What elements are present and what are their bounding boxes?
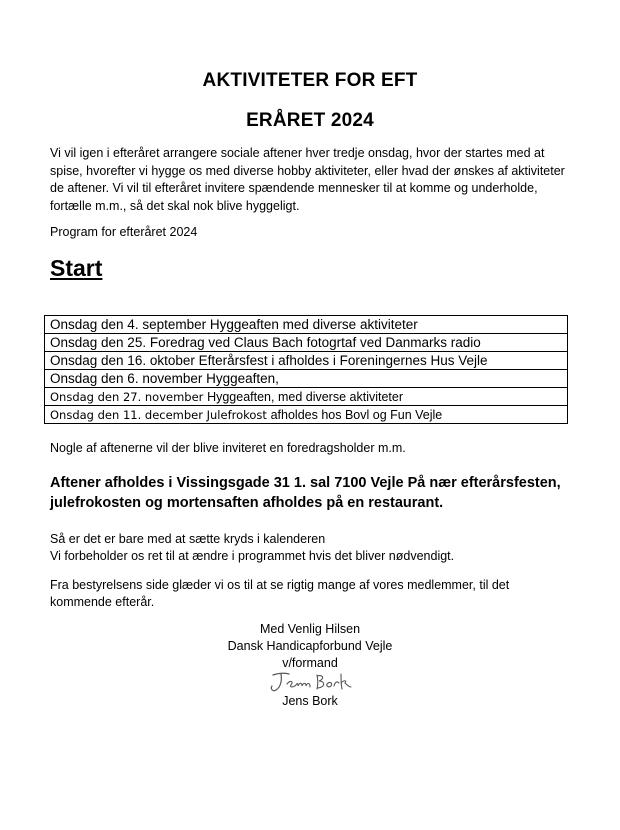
- schedule-row: [45, 352, 568, 370]
- schedule-row: [45, 388, 568, 406]
- schedule-cell: [45, 316, 568, 334]
- reservation-note: Vi forbeholder os ret til at ændre i programmet hvis det bliver nødvendigt.: [50, 549, 455, 563]
- intro-paragraph: Vi vil igen i efteråret arrangere sociale aftener hver tredje onsdag, hvor der startes med at spise, hvorefter vi hygge os med diverse hobby aktiviteter, eller hvad der ønskes af aktiviteter de aftener. Vi vil til efteråret invitere spændende mennesker til at komme og underholde, fortælle m.m., så det skal nok blive hyggeligt.: [50, 146, 565, 213]
- schedule-cell: [45, 406, 568, 424]
- schedule-cell: [45, 352, 568, 370]
- document-title-line2: ERÅRET 2024: [246, 110, 374, 131]
- calendar-note: Så er det er bare med at sætte kryds i kalenderen: [50, 532, 326, 546]
- schedule-activity: afholdes hos Bovl og Fun Vejle: [270, 407, 443, 422]
- start-heading: Start: [50, 255, 103, 281]
- schedule-activity: Hyggeaften,: [206, 370, 279, 386]
- schedule-date: Onsdag den 16. oktober: [50, 352, 199, 368]
- schedule-date: Onsdag den 4. september: [50, 316, 210, 332]
- schedule-activity: Hyggeaften, med diverse aktiviteter: [207, 389, 404, 404]
- schedule-date: Onsdag den 11. december Julefrokost: [50, 407, 271, 422]
- document-title-line1: AKTIVITETER FOR EFT: [202, 70, 418, 91]
- signer-role: v/formand: [282, 656, 338, 670]
- schedule-activity: Hyggeaften med diverse aktiviteter: [209, 316, 418, 332]
- schedule-row: [45, 370, 568, 388]
- handwritten-signature: [265, 669, 355, 695]
- schedule-row: [45, 316, 568, 334]
- location-note: Aftener afholdes i Vissingsgade 31 1. sal 7100 Vejle På nær efterårsfesten, julefrokosten og mortensaften afholdes på en restaurant.: [50, 475, 561, 511]
- program-label: Program for efteråret 2024: [50, 225, 198, 239]
- organization-name: Dansk Handicapforbund Vejle: [227, 639, 393, 653]
- schedule-cell: [45, 334, 568, 352]
- schedule-cell: [45, 388, 568, 406]
- closing-paragraph: Fra bestyrelsens side glæder vi os til at se rigtig mange af vores medlemmer, til det kommende efterår.: [50, 578, 510, 609]
- schedule-date: Onsdag den 6. november: [50, 370, 207, 386]
- schedule-row: [45, 406, 568, 424]
- schedule-row: [45, 334, 568, 352]
- schedule-activity: Foredrag ved Claus Bach fotogrtaf ved Danmarks radio: [149, 334, 481, 350]
- schedule-activity: Efterårsfest i afholdes i Foreningernes Hus Vejle: [198, 352, 488, 368]
- signer-name: Jens Bork: [282, 694, 338, 708]
- schedule-date: Onsdag den 27. november: [50, 389, 208, 404]
- schedule-date: Onsdag den 25.: [50, 334, 150, 350]
- speaker-note: Nogle af aftenerne vil der blive inviteret en foredragsholder m.m.: [50, 441, 406, 455]
- greeting: Med Venlig Hilsen: [259, 622, 361, 636]
- schedule-cell: [45, 370, 568, 388]
- schedule-table: [44, 315, 568, 424]
